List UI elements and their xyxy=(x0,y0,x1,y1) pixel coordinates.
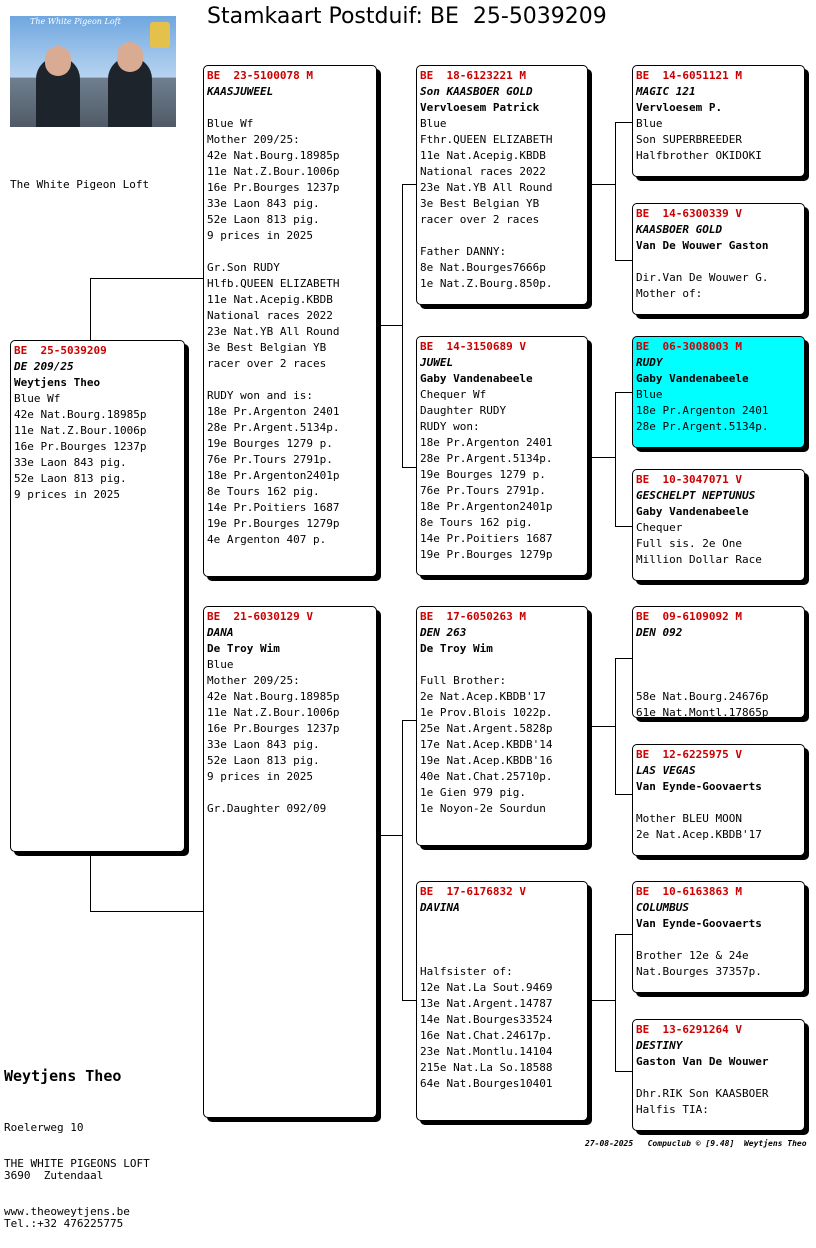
card-line: 1e Prov.Blois 1022p. xyxy=(420,706,553,719)
card-line: 42e Nat.Bourg.18985p xyxy=(207,149,340,162)
card-line: 14e Pr.Poitiers 1687 xyxy=(420,532,553,545)
breeder-name: Van Eynde-Goovaerts xyxy=(636,780,762,793)
pigeon-name: DE 209/25 xyxy=(14,360,74,373)
card-line: 52e Laon 813 pig. xyxy=(207,213,320,226)
ring-number: BE 21-6030129 V xyxy=(207,610,313,623)
card-line: Blue Wf xyxy=(14,392,61,405)
card-line: 52e Laon 813 pig. xyxy=(207,754,320,767)
person-left-head xyxy=(45,46,71,76)
card-line: Blue xyxy=(420,117,447,130)
connector xyxy=(402,1000,417,1001)
print-info: 27-08-2025 Compuclub © [9.48] Weytjens Theo xyxy=(585,1139,807,1148)
trophy-icon xyxy=(150,22,170,48)
pigeon-card-dam-sire-sire[interactable] xyxy=(632,606,805,718)
pigeon-name: DEN 263 xyxy=(420,626,467,639)
pigeon-card-sire-dam[interactable] xyxy=(416,336,588,576)
ring-number: BE 09-6109092 M xyxy=(636,610,742,623)
card-line: 11e Nat.Z.Bour.1006p xyxy=(207,706,340,719)
pigeon-card-dam-dam[interactable] xyxy=(416,881,588,1121)
card-line: Hlfb.QUEEN ELIZABETH xyxy=(207,277,340,290)
card-line: 1e Noyon-2e Sourdun xyxy=(420,802,546,815)
person-right-head xyxy=(117,42,143,72)
card-line: 28e Pr.Argent.5134p. xyxy=(636,420,769,433)
card-line: Dir.Van De Wouwer G. xyxy=(636,271,769,284)
card-line: Mother of: xyxy=(636,287,703,300)
breeder-name: Gaston Van De Wouwer xyxy=(636,1055,769,1068)
card-line: 28e Pr.Argent.5134p. xyxy=(420,452,553,465)
card-line: 16e Pr.Bourges 1237p xyxy=(207,722,340,735)
card-line: 2e Nat.Acep.KBDB'17 xyxy=(636,828,762,841)
card-line: 19e Bourges 1279 p. xyxy=(420,468,546,481)
card-line: Chequer Wf xyxy=(420,388,487,401)
card-line: 9 prices in 2025 xyxy=(14,488,120,501)
card-line: 42e Nat.Bourg.18985p xyxy=(14,408,147,421)
breeder-name: Van De Wouwer Gaston xyxy=(636,239,769,252)
card-line: Chequer xyxy=(636,521,683,534)
card-line xyxy=(636,1070,801,1086)
card-line xyxy=(636,795,801,811)
card-line: racer over 2 races xyxy=(207,357,327,370)
breeder-name: De Troy Wim xyxy=(420,642,493,655)
breeder-name: Van Eynde-Goovaerts xyxy=(636,917,762,930)
ring-number: BE 25-5039209 xyxy=(14,344,107,357)
pigeon-name: KAASBOER GOLD xyxy=(636,223,723,236)
connector xyxy=(90,851,91,912)
card-line xyxy=(420,932,584,948)
card-line: 8e Nat.Bourges7666p xyxy=(420,261,546,274)
card-line: 18e Pr.Argenton2401p xyxy=(207,469,340,482)
pigeon-name: RUDY xyxy=(636,356,663,369)
connector xyxy=(615,934,632,935)
card-line: 33e Laon 843 pig. xyxy=(14,456,127,469)
connector xyxy=(402,467,417,468)
connector xyxy=(591,726,616,727)
card-line: 23e Nat.Montlu.14104 xyxy=(420,1045,553,1058)
card-line: 9 prices in 2025 xyxy=(207,770,313,783)
card-line: Gr.Son RUDY xyxy=(207,261,280,274)
ring-number: BE 18-6123221 M xyxy=(420,69,526,82)
card-line xyxy=(420,657,584,673)
footer-loft xyxy=(4,1124,150,1236)
card-line: 40e Nat.Chat.25710p. xyxy=(420,770,553,783)
card-line: Dhr.RIK Son KAASBOER xyxy=(636,1087,769,1100)
card-line: Fthr.QUEEN ELIZABETH xyxy=(420,133,553,146)
pigeon-name: DESTINY xyxy=(636,1039,683,1052)
pigeon-name: JUWEL xyxy=(420,356,454,369)
card-line: 19e Bourges 1279 p. xyxy=(207,437,333,450)
pigeon-name: DEN 092 xyxy=(636,626,683,639)
card-line: 3e Best Belgian YB xyxy=(420,197,540,210)
card-line: Son SUPERBREEDER xyxy=(636,133,742,146)
card-line: 2e Nat.Acep.KBDB'17 xyxy=(420,690,546,703)
card-line: 25e Nat.Argent.5828p xyxy=(420,722,553,735)
loft-photo xyxy=(10,16,176,127)
card-line: 18e Pr.Argenton2401p xyxy=(420,500,553,513)
card-line: 8e Tours 162 pig. xyxy=(207,485,320,498)
card-line: 52e Laon 813 pig. xyxy=(14,472,127,485)
pigeon-card-dam-dam-sire[interactable] xyxy=(632,881,805,993)
pigeon-card-sire-sire-dam[interactable] xyxy=(632,203,805,315)
pigeon-card-sire-sire[interactable] xyxy=(416,65,588,305)
owner-street: Roelerweg 10 xyxy=(4,1121,84,1134)
card-line: 33e Laon 843 pig. xyxy=(207,738,320,751)
card-line: Million Dollar Race xyxy=(636,553,762,566)
card-line: 11e Nat.Z.Bour.1006p xyxy=(207,165,340,178)
card-line: Mother 209/25: xyxy=(207,674,300,687)
breeder-name: Vervloesem P. xyxy=(636,101,723,114)
connector xyxy=(615,392,632,393)
card-line: 19e Pr.Bourges 1279p xyxy=(207,517,340,530)
card-line: 11e Nat.Z.Bour.1006p xyxy=(14,424,147,437)
connector xyxy=(591,457,616,458)
breeder-name: Weytjens Theo xyxy=(14,376,101,389)
card-line: 3e Best Belgian YB xyxy=(207,341,327,354)
card-line: 58e Nat.Bourg.24676p xyxy=(636,690,769,703)
pigeon-card-subject[interactable] xyxy=(10,340,185,852)
connector xyxy=(615,934,616,1071)
card-line: 61e Nat.Montl.17865p xyxy=(636,706,769,718)
card-line: 4e Argenton 407 p. xyxy=(207,533,327,546)
photo-logo-text: The White Pigeon Loft xyxy=(30,17,121,26)
pigeon-card-dam-sire-dam[interactable] xyxy=(632,744,805,856)
card-line: Halfis TIA: xyxy=(636,1103,709,1116)
card-line: Brother 12e & 24e xyxy=(636,949,749,962)
card-line: Nat.Bourges 37357p. xyxy=(636,965,762,978)
card-line: 9 prices in 2025 xyxy=(207,229,313,242)
connector xyxy=(381,325,403,326)
card-line xyxy=(207,244,373,260)
connector xyxy=(90,278,204,279)
connector xyxy=(615,794,632,795)
pigeon-name: KAASJUWEEL xyxy=(207,85,274,98)
pigeon-name: DANA xyxy=(207,626,234,639)
card-line: Daughter RUDY xyxy=(420,404,507,417)
pigeon-name: DAVINA xyxy=(420,901,460,914)
card-line: 11e Nat.Acepig.KBDB xyxy=(420,149,546,162)
card-line: Mother 209/25: xyxy=(207,133,300,146)
card-line: 18e Pr.Argenton 2401 xyxy=(207,405,340,418)
card-line: Father DANNY: xyxy=(420,245,507,258)
ring-number: BE 14-6051121 M xyxy=(636,69,742,82)
breeder-name: De Troy Wim xyxy=(207,642,280,655)
connector xyxy=(402,720,403,1000)
card-line: 14e Nat.Bourges33524 xyxy=(420,1013,553,1026)
pigeon-card-sire-dam-sire[interactable] xyxy=(632,336,805,448)
card-line: Mother BLEU MOON xyxy=(636,812,742,825)
pigeon-card-dam-dam-dam[interactable] xyxy=(632,1019,805,1131)
connector xyxy=(615,122,616,260)
card-line: Full sis. 2e One xyxy=(636,537,742,550)
owner-city: 3690 Zutendaal xyxy=(4,1169,104,1182)
connector xyxy=(615,658,632,659)
breeder-name: Gaby Vandenabeele xyxy=(420,372,533,385)
card-line: 18e Pr.Argenton 2401 xyxy=(420,436,553,449)
card-line: Blue xyxy=(207,658,234,671)
card-line: 33e Laon 843 pig. xyxy=(207,197,320,210)
breeder-name xyxy=(420,916,584,932)
ring-number: BE 17-6176832 V xyxy=(420,885,526,898)
card-line: RUDY won and is: xyxy=(207,389,313,402)
connector xyxy=(615,122,632,123)
card-line: Blue xyxy=(636,117,663,130)
card-line: 18e Pr.Argenton 2401 xyxy=(636,404,769,417)
ring-number: BE 12-6225975 V xyxy=(636,748,742,761)
card-line: 76e Pr.Tours 2791p. xyxy=(420,484,546,497)
card-line: Blue xyxy=(636,388,663,401)
connector xyxy=(381,835,403,836)
card-line: 1e Nat.Z.Bourg.850p. xyxy=(420,277,553,290)
card-line: Halfsister of: xyxy=(420,965,513,978)
card-line: 23e Nat.YB All Round xyxy=(420,181,553,194)
card-line xyxy=(420,228,584,244)
card-line: Blue Wf xyxy=(207,117,254,130)
card-line xyxy=(636,932,801,948)
card-line: 19e Pr.Bourges 1279p xyxy=(420,548,553,561)
pigeon-name: Son KAASBOER GOLD xyxy=(420,85,533,98)
card-line: Halfbrother OKIDOKI xyxy=(636,149,762,162)
card-line: 12e Nat.La Sout.9469 xyxy=(420,981,553,994)
card-line: Gr.Daughter 092/09 xyxy=(207,802,327,815)
connector xyxy=(615,526,632,527)
pigeon-name: MAGIC 121 xyxy=(636,85,696,98)
connector xyxy=(591,1000,616,1001)
footer-website[interactable]: www.theoweytjens.be xyxy=(4,1205,130,1218)
owner-name: Weytjens Theo xyxy=(4,1067,122,1085)
card-line: 16e Pr.Bourges 1237p xyxy=(14,440,147,453)
card-line: 28e Pr.Argent.5134p. xyxy=(207,421,340,434)
ring-number: BE 14-3150689 V xyxy=(420,340,526,353)
card-line: 1e Gien 979 pig. xyxy=(420,786,526,799)
owner-phone: Tel.:+32 476225775 xyxy=(4,1217,124,1230)
ring-number: BE 23-5100078 M xyxy=(207,69,313,82)
pigeon-card-dam[interactable] xyxy=(203,606,377,1118)
card-line xyxy=(207,372,373,388)
connector xyxy=(90,911,204,912)
card-line xyxy=(207,785,373,801)
card-line: Full Brother: xyxy=(420,674,507,687)
ring-number: BE 10-3047071 V xyxy=(636,473,742,486)
connector xyxy=(615,260,632,261)
breeder-name: Vervloesem Patrick xyxy=(420,101,540,114)
loft-name: The White Pigeon Loft xyxy=(10,178,150,191)
breeder-name: Gaby Vandenabeele xyxy=(636,372,749,385)
ring-number: BE 13-6291264 V xyxy=(636,1023,742,1036)
ring-number: BE 06-3008003 M xyxy=(636,340,742,353)
card-line: 8e Tours 162 pig. xyxy=(420,516,533,529)
pigeon-name: GESCHELPT NEPTUNUS xyxy=(636,489,756,502)
breeder-name: Gaby Vandenabeele xyxy=(636,505,749,518)
ring-number: BE 17-6050263 M xyxy=(420,610,526,623)
card-line: 17e Nat.Acep.KBDB'14 xyxy=(420,738,553,751)
card-line: 215e Nat.La So.18588 xyxy=(420,1061,553,1074)
card-line: RUDY won: xyxy=(420,420,480,433)
card-line: 14e Pr.Poitiers 1687 xyxy=(207,501,340,514)
footer-loft-name: THE WHITE PIGEONS LOFT xyxy=(4,1157,150,1170)
card-line: 16e Pr.Bourges 1237p xyxy=(207,181,340,194)
breeder-name xyxy=(207,100,373,116)
card-line: National races 2022 xyxy=(420,165,546,178)
card-line xyxy=(420,948,584,964)
connector xyxy=(591,184,616,185)
card-line: 23e Nat.YB All Round xyxy=(207,325,340,338)
card-line: 16e Nat.Chat.24617p. xyxy=(420,1029,553,1042)
card-line: National races 2022 xyxy=(207,309,333,322)
card-line: racer over 2 races xyxy=(420,213,540,226)
connector xyxy=(402,720,417,721)
card-line: 64e Nat.Bourges10401 xyxy=(420,1077,553,1090)
connector xyxy=(90,278,91,340)
card-line: 76e Pr.Tours 2791p. xyxy=(207,453,333,466)
card-line: 11e Nat.Acepig.KBDB xyxy=(207,293,333,306)
pigeon-name: LAS VEGAS xyxy=(636,764,696,777)
pigeon-card-dam-sire[interactable] xyxy=(416,606,588,846)
connector xyxy=(402,184,417,185)
page-title: Stamkaart Postduif: BE 25-5039209 xyxy=(207,4,607,29)
connector xyxy=(615,1071,632,1072)
card-line xyxy=(636,657,801,673)
pigeon-card-sire-sire-sire[interactable] xyxy=(632,65,805,177)
card-line: 13e Nat.Argent.14787 xyxy=(420,997,553,1010)
ring-number: BE 14-6300339 V xyxy=(636,207,742,220)
pigeon-name: COLUMBUS xyxy=(636,901,689,914)
breeder-name xyxy=(636,641,801,657)
ring-number: BE 10-6163863 M xyxy=(636,885,742,898)
card-line xyxy=(636,254,801,270)
card-line: 42e Nat.Bourg.18985p xyxy=(207,690,340,703)
pigeon-card-sire-dam-dam[interactable] xyxy=(632,469,805,581)
card-line xyxy=(636,673,801,689)
pigeon-card-sire[interactable] xyxy=(203,65,377,577)
connector xyxy=(615,392,616,526)
card-line: 19e Nat.Acep.KBDB'16 xyxy=(420,754,553,767)
